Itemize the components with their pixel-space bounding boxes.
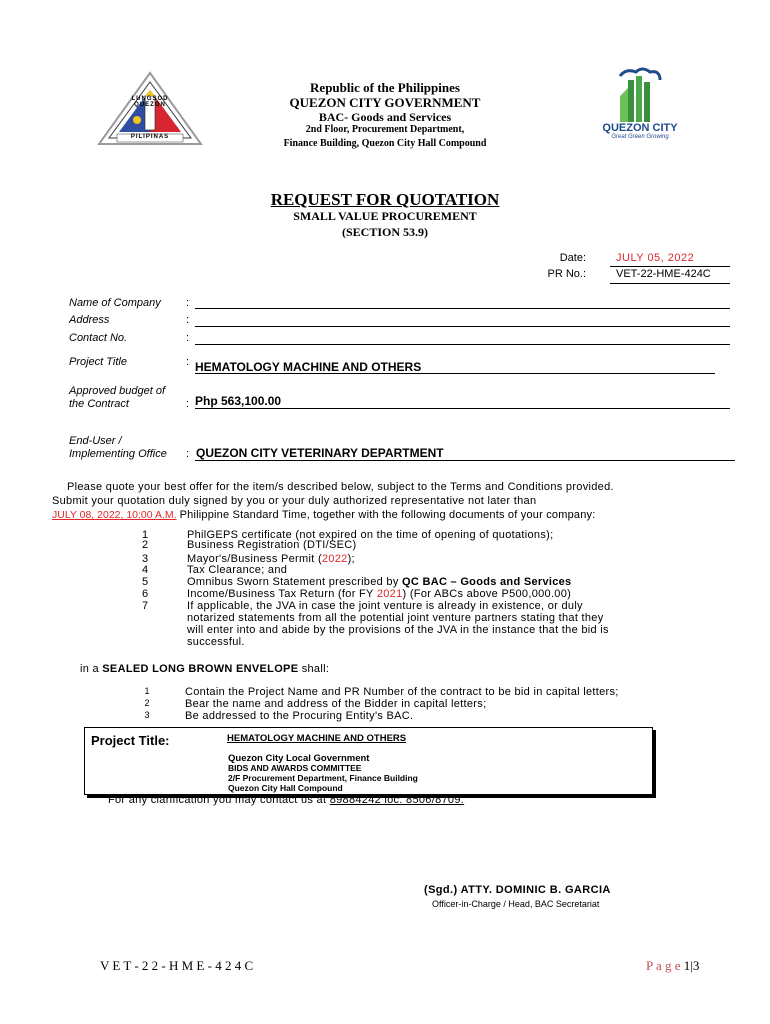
pr-label: PR No.: [547,268,586,280]
date-value: JULY 05, 2022 [616,252,695,264]
header-floor: 2nd Floor, Procurement Department, [305,124,465,135]
project-title-value: HEMATOLOGY MACHINE AND OTHERS [195,360,422,374]
contact-input-line[interactable] [195,344,730,345]
company-input-line[interactable] [195,308,730,309]
envelope-1-number: 1 [144,686,150,696]
envelope-3-number: 3 [144,710,150,720]
budget-value: Php 563,100.00 [195,394,282,408]
envelope-1-text: Contain the Project Name and PR Number of the contract to be bid in capital letters; [185,686,619,698]
date-label: Date: [559,252,586,264]
doc-2-text: Business Registration (DTI/SEC) [187,539,357,551]
box-project-title: HEMATOLOGY MACHINE AND OTHERS [227,733,407,744]
document-section: (SECTION 53.9) [341,225,428,239]
doc-7-line-1: If applicable, the JVA in case the joint venture is already in existence, or duly [187,600,583,612]
quezon-city-logo [590,66,690,142]
doc-5-text: Omnibus Sworn Statement prescribed by QC BAC – Goods and Services [187,576,572,588]
doc-4-text: Tax Clearance; and [187,564,288,576]
box-address-line-4: Quezon City Hall Compound [228,783,343,793]
footer-reference: V E T - 2 2 - H M E - 4 2 4 C [100,958,254,973]
header-republic: Republic of the Philippines [310,80,460,95]
box-address-line-2: BIDS AND AWARDS COMMITTEE [228,763,362,773]
doc-1-text: PhilGEPS certificate (not expired on the time of opening of quotations); [187,529,554,541]
brand-name: QUEZON CITY [602,122,678,134]
pr-underline [610,283,730,284]
envelope-3-text: Be addressed to the Procuring Entity's BAC. [185,710,414,722]
page-indicator: P a g e 1|3 [646,958,700,973]
doc-5-number: 5 [141,576,149,588]
project-title-colon: : [186,356,190,368]
document-title: REQUEST FOR QUOTATION [270,190,500,209]
contact-colon: : [186,332,190,344]
enduser-label-1: End-User / [69,435,122,447]
header-bac: BAC- Goods and Services [318,110,452,124]
document-subtitle: SMALL VALUE PROCUREMENT [293,209,477,223]
date-underline [610,266,730,267]
signatory-name: (Sgd.) ATTY. DOMINIC B. GARCIA [424,884,611,896]
envelope-2-text: Bear the name and address of the Bidder in capital letters; [185,698,487,710]
doc-7-line-3: will enter into and abide by the provisions of the JVA in the instance that the bid is [187,624,609,636]
box-address-line-3: 2/F Procurement Department, Finance Building [228,773,418,783]
box-address-line-1: Quezon City Local Government [228,753,370,764]
doc-7-number: 7 [141,600,149,612]
header-government: QUEZON CITY GOVERNMENT [289,95,481,110]
budget-colon: : [186,398,190,410]
brand-tagline: Great Green Growing [611,134,669,140]
envelope-2-number: 2 [144,698,150,708]
signatory-position: Officer-in-Charge / Head, BAC Secretariat [432,899,600,909]
envelope-intro: in a SEALED LONG BROWN ENVELOPE shall: [80,663,330,675]
doc-3-number: 3 [141,553,149,565]
contact-label: Contact No. [69,332,128,344]
address-colon: : [186,314,190,326]
budget-label-2: the Contract [69,398,129,410]
submission-deadline: JULY 08, 2022, 10:00 A.M. [52,509,177,521]
instruction-line-1: Please quote your best offer for the item/s described below, subject to the Terms and Conditions provided. [67,481,614,493]
instruction-line-2: Submit your quotation duly signed by you or your duly authorized representative not later than [52,495,537,507]
budget-line [195,408,730,409]
doc-4-number: 4 [141,564,149,576]
doc-1-number: 1 [141,529,149,541]
enduser-value: QUEZON CITY VETERINARY DEPARTMENT [196,446,444,460]
seal-bottom-text: PILIPINAS [130,134,170,140]
doc-6-text: Income/Business Tax Return (for FY 2021) (For ABCs above P500,000.00) [187,588,572,600]
enduser-line [195,460,735,461]
address-label: Address [69,314,110,326]
enduser-colon: : [186,448,190,460]
clarification-text: For any clarification you may contact us at 89884242 loc. 8506/8709. [108,794,465,806]
doc-3-text: Mayor's/Business Permit (2022); [187,553,355,565]
enduser-label-2: Implementing Office [69,448,167,460]
instruction-line-3: Philippine Standard Time, together with the following documents of your company: [179,509,596,521]
box-project-title-label: Project Title: [91,733,170,748]
doc-7-line-4: successful. [187,636,245,648]
company-colon: : [186,297,190,309]
pr-value: VET-22-HME-424C [616,268,711,280]
project-title-label: Project Title [69,356,127,368]
address-input-line[interactable] [195,326,730,327]
doc-6-number: 6 [141,588,149,600]
company-label: Name of Company [69,297,161,309]
project-title-line [195,373,715,374]
header-building: Finance Building, Quezon City Hall Compound [283,138,487,149]
doc-7-line-2: notarized statements from all the potential joint venture partners stating that they [187,612,604,624]
doc-2-number: 2 [141,539,149,551]
contact-number-link[interactable]: 89884242 loc. 8506/8709. [329,794,465,806]
seal-top-text: LUNGSOD QUEZON [131,96,169,108]
budget-label-1: Approved budget of [69,385,166,397]
